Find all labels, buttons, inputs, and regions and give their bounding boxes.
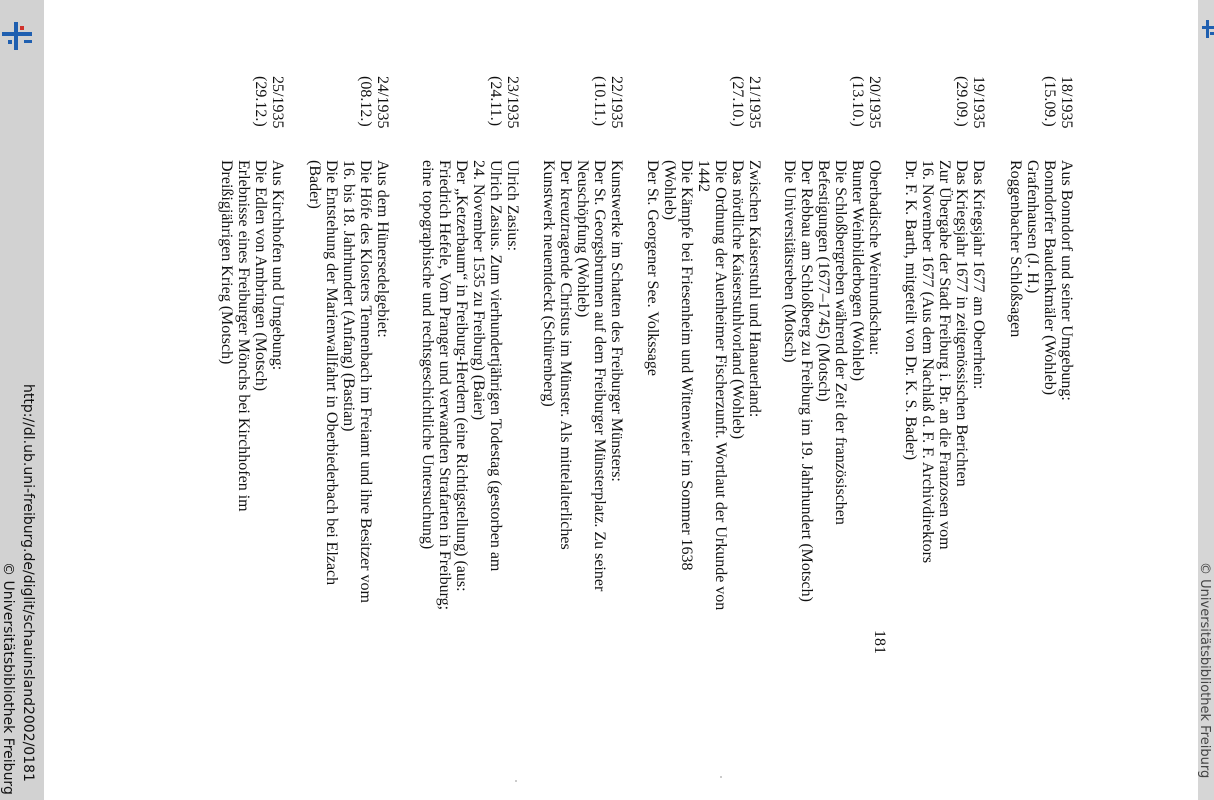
entry-text: Ulrich Zasius: Ulrich Zasius. Zum vierhundertjährigen Todestag (gestorben am 24. November 1535 zu Freiburg) (Baier) Der „Ketzerbaum“ in Freiburg-Herdern (eine Richtigstellung) (aus: Friedrich Hefele, Vom Pranger und verwandten Strafarten in Freiburg; eine topographische und rechtsgeschichtliche Untersuchung) (419, 160, 521, 611)
source-url[interactable]: http://dl.ub.uni-freiburg.de/diglit/schauinsland2002/0181 (20, 384, 36, 782)
page-number: 181 (871, 630, 888, 654)
entry-number: 25/1935 (29.12.) (252, 76, 286, 129)
entry-text: Zwischen Kaiserstuhl und Hanauerland: Das nördliche Kaiserstuhlvorland (Wohleb) Die Ordnung der Auenheimer Fischerzunft. Wortlaut der Urkunde von 1442 Die Kämpfe bei Friesenheim und Wittenweier im Sommer 1638 (Wohleb) Der St. Georgener See. Volkssage (644, 160, 763, 611)
entry-text: Aus Kirchhofen und Umgebung: Die Edlen von Ambringen (Motsch) Erlebnisse eines Freiburger Mönchs bei Kirchhofen im Dreißigjährigen Krieg (Motsch) (218, 160, 286, 512)
entry-text: Aus Bonndorf und seiner Umgebung: Bonndorfer Baudenkmäler (Wohleb) Grafenhausen (J. H.) Roggenbacher Schloßsagen (1007, 160, 1075, 401)
entry-number: 19/1935 (29.09.) (953, 76, 987, 129)
library-logo-icon (1200, 20, 1214, 40)
scan-speck (720, 776, 722, 778)
copyright-notice: © Universitätsbibliothek Freiburg (0, 562, 16, 795)
right-copyright-notice: © Universitätsbibliothek Freiburg (1197, 562, 1212, 779)
entry-text: Aus dem Hünersedelgebiet: Die Höfe des Klosters Tennenbach im Freiamt und ihre Besitzer vom 16. bis 18. Jahrhundert (Anfang) (Bastian) Die Entstehung der Marienwallfahrt in Oberbiederbach bei Elzach (Bader) (306, 160, 391, 603)
entry-number: 22/1935 (10.11.) (591, 76, 625, 129)
entry-number: 21/1935 (27.10.) (729, 76, 763, 129)
library-logo-icon (0, 18, 36, 54)
scan-speck (515, 780, 517, 782)
entry-text: Kunstwerke im Schatten des Freiburger Münsters: Der St. Georgsbrunnen auf dem Freiburger Münsterplatz. Zu seiner Neuschöpfung (Wohleb) Der kreuztragende Christus im Münster. Als mittelalterliches Kunstwerk neuentdeckt (Schürenberg) (540, 160, 625, 592)
entry-text: Das Kriegsjahr 1677 am Oberrhein: Das Kriegsjahr 1677 in zeitgenössischen Berichten Zur Übergabe der Stadt Freiburg i. Br. an die Franzosen vom 16. November 1677 (Aus dem Nachlaß d. F. F. Archivdirektors Dr. F. K. Barth, mitgeteilt von Dr. K. S. Bader) (902, 160, 987, 564)
entry-number: 18/1935 (15.09.) (1041, 76, 1075, 129)
entry-number: 24/1935 (08.12.) (357, 76, 391, 129)
entry-number: 23/1935 (24.11.) (487, 76, 521, 129)
entry-number: 20/1935 (13.10.) (849, 76, 883, 129)
entry-text: Oberbadische Weinrundschau: Bunter Weinbilderbogen (Wohleb) Die Schloßbergreben während der Zeit der französischen Befestigungen (1677–1745) (Motsch) Der Rebbau am Schloßberg zu Freiburg im 19. Jahrhundert (Motsch) Die Universitätsreben (Motsch) (781, 160, 883, 602)
